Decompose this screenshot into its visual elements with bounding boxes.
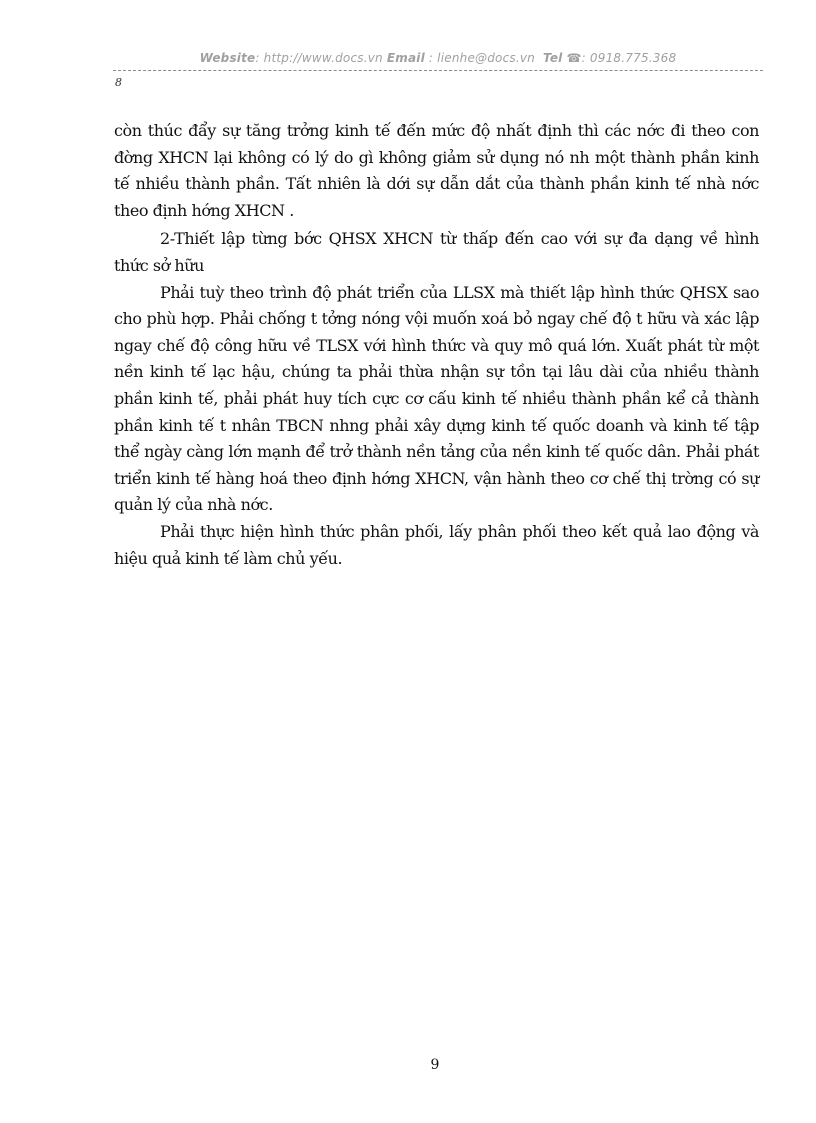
header-divider — [113, 70, 763, 71]
section-heading: 2-Thiết lập từng bớc QHSX XHCN từ thấp đến cao với sự đa dạng về hình thức sở hữu — [114, 229, 759, 275]
paragraph: Phải tuỳ theo trình độ phát triển của LLSX mà thiết lập hình thức QHSX sao cho phù hợp. Phải chống t tởng nóng vội muốn xoá bỏ ngay chế độ t hữu và xác lập ngay chế độ công hữu về TLSX với hình thức và quy mô quá lớn. Xuất phát từ một nền kinh tế lạc hậu, chúng ta phải thừa nhận sự tồn tại lâu dài của nhiều thành phần kinh tế, phải phát huy tích cực cơ cấu kinh tế nhiều thành phần kể cả thành phần kinh tế t nhân TBCN nhng phải xây dựng kinh tế quốc doanh và kinh tế tập thể ngày càng lớn mạnh để trở thành nền tảng của nền kinh tế quốc dân. Phải phát triển kinh tế hàng hoá theo định hớng XHCN, vận hành theo cơ chế thị trờng có sự quản lý của nhà nớc. — [114, 282, 759, 515]
email-label: Email — [386, 51, 425, 65]
website-value: : http://www.docs.vn — [255, 51, 383, 65]
document-body — [114, 118, 759, 572]
page-header — [113, 51, 763, 65]
page-number: 9 — [430, 1057, 440, 1073]
tel-value: : 0918.775.368 — [581, 51, 677, 65]
website-label: Website — [199, 51, 256, 65]
paragraph: Phải thực hiện hình thức phân phối, lấy phân phối theo kết quả lao động và hiệu quả kinh tế làm chủ yếu. — [114, 521, 759, 568]
paragraph: còn thúc đẩy sự tăng trởng kinh tế đến mức độ nhất định thì các nớc đi theo con đờng XHCN lại không có lý do gì không giảm sử dụng nó nh một thành phần kinh tế nhiều thành phần. Tất nhiên là dới sự dẫn dắt của thành phần kinh tế nhà nớc theo định hớng XHCN . — [114, 121, 759, 220]
phone-icon: ☎ — [566, 51, 582, 65]
page-mark: 8 — [115, 76, 122, 89]
tel-label: Tel — [543, 51, 563, 65]
email-value: : lienhe@docs.vn — [428, 51, 535, 65]
